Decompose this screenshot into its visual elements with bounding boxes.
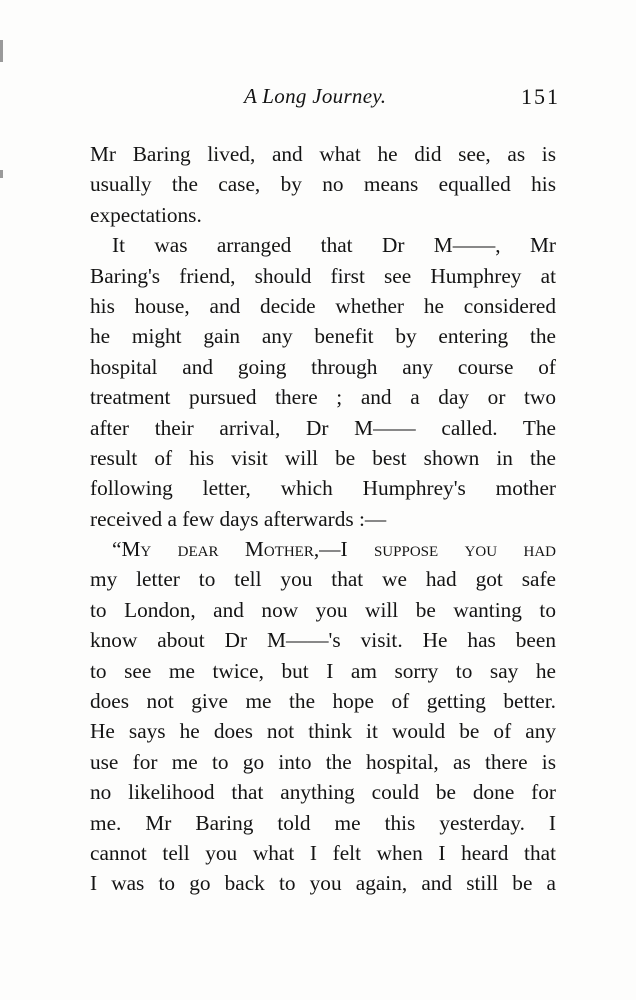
text-line: use for me to go into the hospital, as there is <box>90 749 556 774</box>
text-line: It was arranged that Dr M——, Mr <box>112 233 556 258</box>
text-line: “My dear Mother,—I suppose you had <box>112 537 556 562</box>
text-line: my letter to tell you that we had got safe <box>90 567 556 592</box>
text-line: know about Dr M——'s visit. He has been <box>90 628 556 653</box>
text-line: expectations. <box>90 202 202 227</box>
text-line: treatment pursued there ; and a day or two <box>90 385 556 410</box>
text-line: I was to go back to you again, and still be a <box>90 871 556 896</box>
text-line: usually the case, by no means equalled his <box>90 172 556 197</box>
text-line: result of his visit will be best shown in the <box>90 445 556 470</box>
text-line: following letter, which Humphrey's mother <box>90 476 556 501</box>
text-line: He says he does not think it would be of any <box>90 719 556 744</box>
text-line: to London, and now you will be wanting to <box>90 597 556 622</box>
text-line: me. Mr Baring told me this yesterday. I <box>90 810 556 835</box>
running-header <box>90 84 560 114</box>
page-number: 151 <box>521 84 560 109</box>
page-edge-mark <box>0 40 3 62</box>
page-edge-mark <box>0 170 3 178</box>
text-line: hospital and going through any course of <box>90 354 556 379</box>
text-line: Baring's friend, should first see Humphrey at <box>90 263 556 288</box>
running-title: A Long Journey. <box>244 84 387 108</box>
text-line: received a few days afterwards :— <box>90 506 387 531</box>
text-line: Mr Baring lived, and what he did see, as is <box>90 142 556 166</box>
text-line: cannot tell you what I felt when I heard that <box>90 840 556 865</box>
text-line: he might gain any benefit by entering the <box>90 324 556 349</box>
text-line: does not give me the hope of getting better. <box>90 689 556 714</box>
body-text <box>90 139 556 899</box>
text-line: to see me twice, but I am sorry to say he <box>90 658 556 683</box>
text-line: no likelihood that anything could be done for <box>90 780 556 805</box>
text-line: his house, and decide whether he considered <box>90 293 556 318</box>
text-line: after their arrival, Dr M—— called. The <box>90 415 556 440</box>
